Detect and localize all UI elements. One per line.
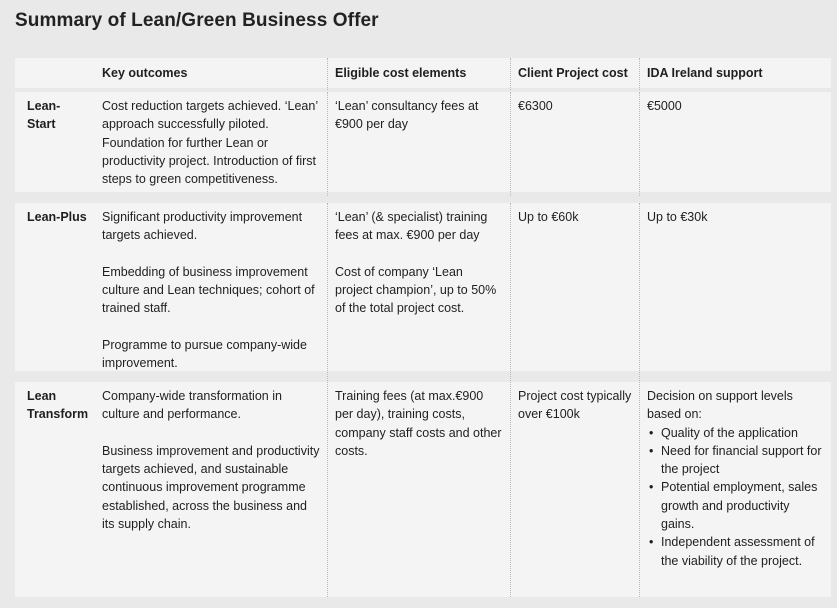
- header-key-outcomes: Key outcomes: [102, 66, 188, 80]
- outcome-text: Business improvement and productivity targets achieved, and sustainable continuous improvement programme established, across the business and its supply chain.: [102, 443, 320, 532]
- header-eligible-costs: Eligible cost elements: [327, 58, 510, 90]
- row-label: Lean-Start: [27, 99, 61, 132]
- list-item: • Need for financial support for the project: [647, 442, 824, 479]
- outcome-text: Significant productivity improvement targets achieved.: [102, 210, 303, 243]
- table-header-row: [15, 58, 831, 88]
- header-ida-support: IDA Ireland support: [639, 58, 831, 90]
- ida-support-cell: Up to €30k: [639, 203, 831, 381]
- table-row-lean-transform: [15, 382, 831, 597]
- key-outcomes-cell: [95, 382, 327, 597]
- client-cost-cell: €6300: [510, 92, 639, 196]
- cost-text: Training fees (at max.€900 per day), training costs, company staff costs and other costs.: [335, 389, 502, 458]
- ida-criteria-list: [647, 424, 824, 570]
- list-item: • Potential employment, sales growth and productivity gains.: [647, 478, 824, 533]
- eligible-costs-cell: [327, 92, 510, 196]
- eligible-costs-cell: [327, 203, 510, 381]
- list-item: • Independent assessment of the viability of the project.: [647, 533, 824, 570]
- row-label: Lean-Plus: [27, 210, 87, 224]
- client-cost-cell: Up to €60k: [510, 203, 639, 381]
- row-label-line: Lean: [27, 389, 57, 403]
- outcome-text: Cost reduction targets achieved. ‘Lean’ approach successfully piloted. Foundation for further Lean or productivity project. Introduction of first steps to green competitiveness.: [102, 99, 318, 187]
- row-label-line: Transform: [27, 407, 89, 422]
- eligible-costs-cell: [327, 382, 510, 597]
- ida-support-cell: [639, 382, 831, 597]
- cost-text: Cost of company ‘Lean project champion’, up to 50% of the total project cost.: [335, 264, 497, 316]
- header-cell-empty: [15, 58, 95, 90]
- list-item: • Quality of the application: [647, 424, 824, 442]
- key-outcomes-cell: [95, 92, 327, 196]
- cost-text: ‘Lean’ (& specialist) training fees at max. €900 per day: [335, 210, 488, 243]
- key-outcomes-cell: [95, 203, 327, 381]
- cost-text: ‘Lean’ consultancy fees at €900 per day: [335, 99, 479, 132]
- offer-table: [15, 58, 831, 608]
- outcome-text: Company-wide transformation in culture and performance.: [102, 389, 282, 422]
- ida-support-intro: Decision on support levels based on:: [647, 389, 793, 422]
- table-row-lean-plus: [15, 203, 831, 371]
- ida-support-cell: €5000: [639, 92, 831, 196]
- row-label: [15, 382, 95, 597]
- header-client-cost: Client Project cost: [510, 58, 639, 90]
- table-row-lean-start: [15, 92, 831, 192]
- client-cost-cell: Project cost typically over €100k: [510, 382, 639, 597]
- outcome-text: Programme to pursue company-wide improvement.: [102, 338, 307, 371]
- outcome-text: Embedding of business improvement culture and Lean techniques; cohort of trained staff.: [102, 264, 315, 316]
- page-title: Summary of Lean/Green Business Offer: [15, 10, 379, 31]
